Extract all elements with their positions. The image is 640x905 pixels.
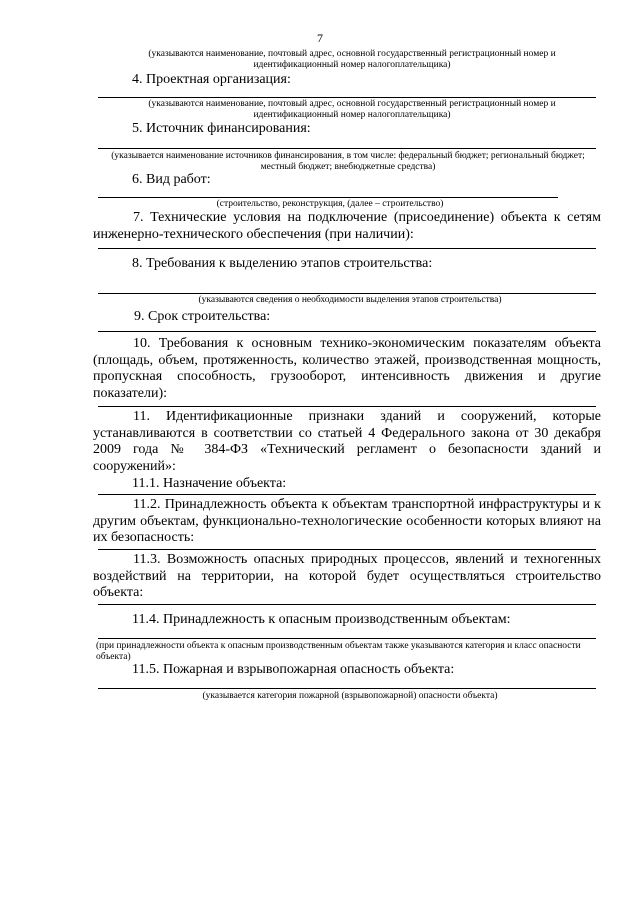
s11-3-fill-line	[98, 604, 596, 605]
s9-heading: 9. Срок строительства:	[134, 309, 271, 324]
s5-fill-line	[98, 148, 596, 149]
s5-caption: (указывается наименование источников финансирования, в том числе: федеральный бюджет; региональный бюджет; местный бюджет; внебюджетные средства)	[111, 151, 585, 172]
s6-heading: 6. Вид работ:	[132, 172, 211, 187]
s8-fill-line	[98, 293, 596, 294]
s8-heading: 8. Требования к выделению этапов строительства:	[132, 256, 433, 271]
s10-fill-line	[98, 406, 596, 407]
s11-4-caption: (при принадлежности объекта к опасным производственным объектам также указываются категория и класс опасности объекта)	[96, 641, 581, 662]
s11-5-fill-line	[98, 688, 596, 689]
s8-caption: (указываются сведения о необходимости выделения этапов строительства)	[198, 295, 502, 305]
s9-fill-line	[98, 331, 596, 332]
s7-text: 7. Технические условия на подключение (присоединение) объекта к сетям инженерно-технического обеспечения (при наличии):	[93, 210, 601, 242]
s4-caption: (указываются наименование, почтовый адрес, основной государственный регистрационный номер и идентификационный номер налогоплательщика)	[148, 99, 556, 120]
s11-3-text: 11.3. Возможность опасных природных процессов, явлений и техногенных воздействий на территории, на которой будет осуществляться строительство объекта:	[93, 552, 601, 600]
s3-caption: (указываются наименование, почтовый адрес, основной государственный регистрационный номер и идентификационный номер налогоплательщика)	[148, 49, 556, 70]
s11-1-fill-line	[98, 494, 596, 495]
s5-heading: 5. Источник финансирования:	[132, 121, 311, 136]
s4-heading: 4. Проектная организация:	[132, 72, 291, 87]
s6-fill-line	[98, 197, 558, 198]
s11-2-text: 11.2. Принадлежность объекта к объектам транспортной инфраструктуры и к другим объектам, функционально-технологические особенности которых влияют на их безопасность:	[93, 497, 601, 545]
s11-text: 11. Идентификационные признаки зданий и сооружений, которые устанавливаются в соответствии со статьей 4 Федерального закона от 30 декабря 2009 года № 384-ФЗ «Технический регламент о безопасности зданий и сооружений»:	[93, 409, 601, 474]
s4-fill-line	[98, 97, 596, 98]
s11-1-heading: 11.1. Назначение объекта:	[132, 476, 287, 491]
s11-5-heading: 11.5. Пожарная и взрывопожарная опасность объекта:	[132, 662, 455, 677]
s11-4-fill-line	[98, 638, 596, 639]
s11-5-caption: (указывается категория пожарной (взрывопожарной) опасности объекта)	[202, 691, 498, 701]
s11-4-heading: 11.4. Принадлежность к опасным производственным объектам:	[132, 612, 511, 627]
s10-text: 10. Требования к основным технико-экономическим показателям объекта (площадь, объем, протяженность, количество этажей, производственная мощность, пропускная способность, грузооборот, интенсивность движения и другие показатели):	[93, 336, 601, 401]
s7-fill-line	[98, 248, 596, 249]
s11-2-fill-line	[98, 549, 596, 550]
s6-caption: (строительство, реконструкция, (далее – строительство)	[216, 199, 444, 209]
page-number: 7	[317, 31, 323, 45]
